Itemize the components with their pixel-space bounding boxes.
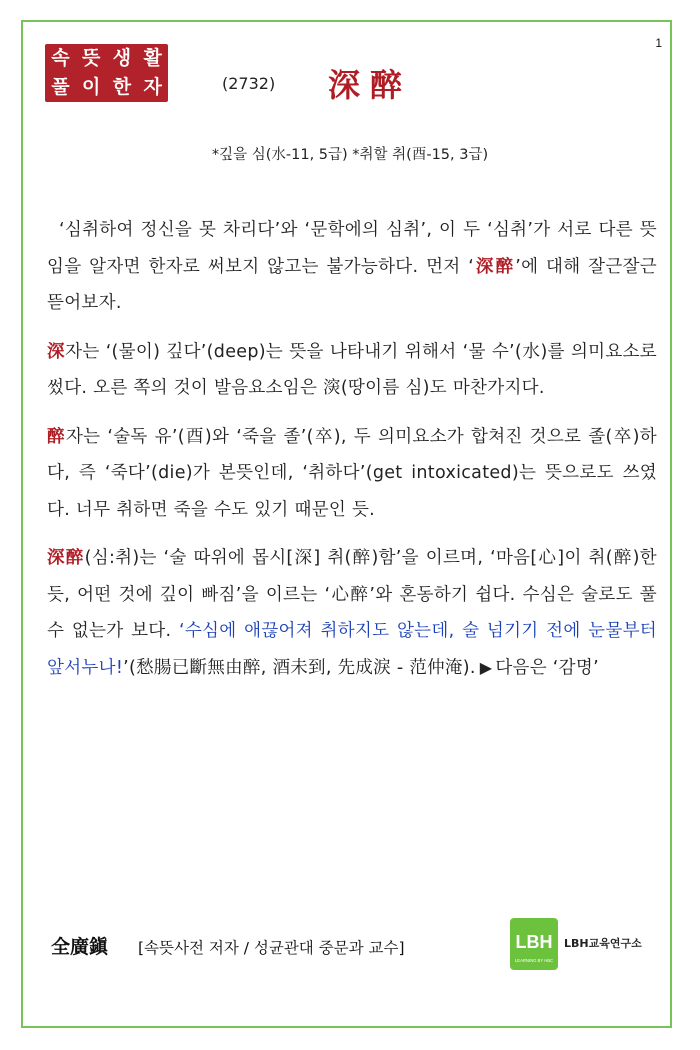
poem-quote: ‘수심에 애끊어져 취하지도 않는데, 술 넘기기 전에 눈물부터 앞서누나!	[47, 621, 657, 678]
logo-letters: LBH	[515, 932, 553, 952]
paragraph-text: ‘심취하여 정신을 못 차리다’와 ‘문학에의 심취’, 이 두 ‘심취’가 서로 다른 뜻임을 알자면 한자로 써보지 않고는 불가능하다. 먼저 ‘	[47, 220, 657, 277]
author-affiliation: [속뜻사전 저자 / 성균관대 중문과 교수]	[138, 939, 405, 957]
logo-char: 이	[81, 76, 101, 98]
paragraph-intro	[47, 212, 657, 322]
logo-char: 속	[51, 47, 70, 69]
author-name: 全廣鎭	[51, 936, 109, 958]
paragraph-char-1	[47, 334, 657, 407]
logo-char: 풀	[51, 76, 70, 98]
logo-char: 뜻	[81, 47, 101, 69]
next-topic: 다음은 ‘감명’	[495, 657, 599, 678]
logo-char: 생	[112, 47, 132, 69]
logo-tagline: LEARNING BY HBC	[514, 958, 554, 963]
paragraph-text: 자는 ‘술독 유’(酉)와 ‘죽을 졸’(卒), 두 의미요소가 합쳐진 것으로 졸(卒)하다, 즉 ‘죽다’(die)가 본뜻인데, ‘취하다’(get intoxicated)는 뜻으로도 쓰였다. 너무 취하면 죽을 수도 있기 때문인 듯.	[47, 426, 657, 520]
series-logo	[45, 44, 168, 102]
logo-char: 자	[143, 76, 162, 98]
paragraph-text: (심:취)는 ‘술 따위에 몹시[深] 취(醉)함’을 이르며, ‘마음[心]이 취(醉)한 듯, 어떤 것에 깊이 빠짐’을 이르는 ‘心醉’와 혼동하기 쉽다. 수심은 술로도 풀 수 없는가 보다.	[47, 548, 657, 641]
paragraph-char-2	[47, 419, 657, 529]
institute-logo	[510, 918, 558, 970]
hanja-term: 深	[47, 341, 66, 362]
article-number: (2732)	[222, 74, 276, 93]
hanja-term: 醉	[47, 426, 66, 447]
next-arrow-icon: ▶	[479, 657, 493, 677]
character-info: *깊을 심(水-11, 5급) *취할 취(酉-15, 3급)	[211, 147, 489, 163]
institute-name: LBH교육연구소	[564, 937, 642, 950]
paragraph-text: ’에 대해 잘근잘근 뜯어보자.	[47, 256, 657, 313]
logo-char: 활	[143, 47, 162, 69]
page-number: 1	[655, 36, 662, 50]
page-title: 深醉	[328, 66, 413, 104]
paragraph-word	[47, 540, 657, 686]
quote-source: ’(愁腸已斷無由醉, 酒未到, 先成淚 - 范仲淹).	[123, 657, 476, 678]
paragraph-text: 자는 ‘(물이) 깊다’(deep)는 뜻을 나타내기 위해서 ‘물 수’(水)를 의미요소로 썼다. 오른 쪽의 것이 발음요소임은 㴱(땅이름 심)도 마찬가지다.	[47, 341, 657, 398]
hanja-term: 深醉	[474, 256, 516, 277]
article-body	[47, 212, 657, 698]
hanja-term: 深醉	[47, 548, 85, 568]
logo-char: 한	[112, 76, 132, 98]
